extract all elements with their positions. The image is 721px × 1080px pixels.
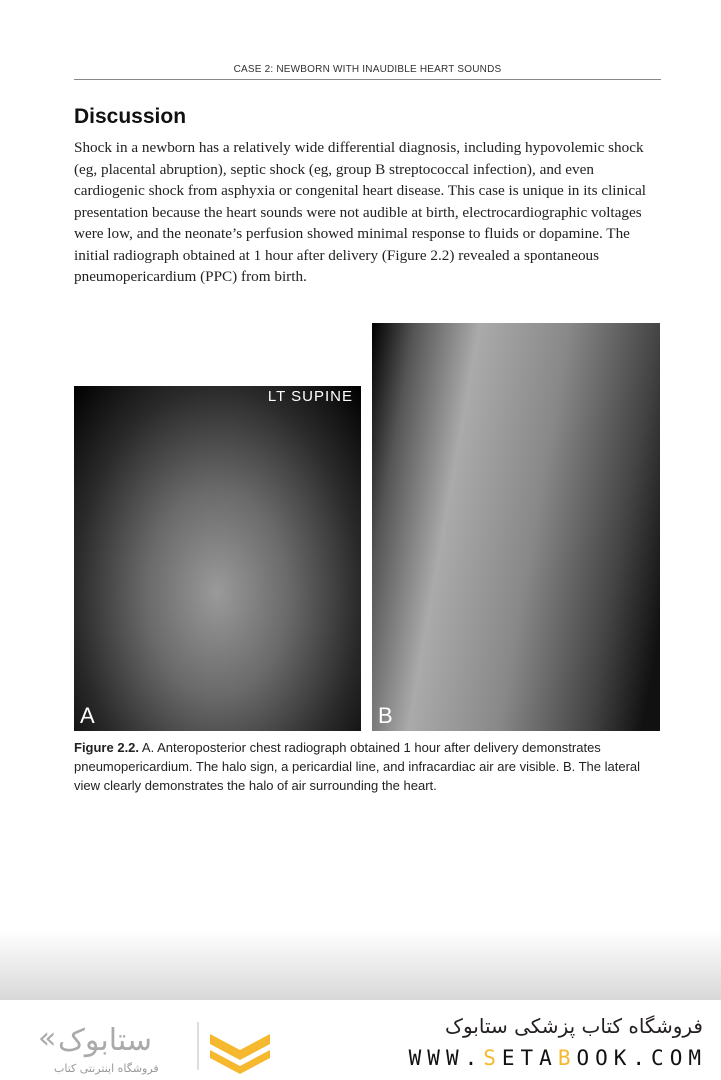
setabook-logo (38, 1014, 278, 1080)
store-url[interactable] (409, 1046, 707, 1070)
svg-text:«: « (38, 1021, 57, 1056)
header-rule (74, 79, 661, 80)
panel-label-b: B (378, 703, 393, 728)
body-paragraph: Shock in a newborn has a relatively wide differential diagnosis, including hypovolemic shock (eg, placental abruption), septic shock (eg, group B streptococcal infection), and even cardiogenic shock from asphyxia or congenital heart disease. This case is unique in its clinical presentation because the heart sounds were not audible at birth, electrocardiographic voltages were low, and the neonate’s perfusion showed minimal response to fluids or dopamine. The initial radiograph obtained at 1 hour after delivery (Figure 2.2) revealed a spontaneous pneumopericardium (PPC) from birth. (74, 139, 647, 285)
view-tag: LT SUPINE (267, 388, 353, 405)
panel-label-a: A (80, 703, 95, 728)
caption-label: Figure 2.2. (74, 740, 140, 755)
section-heading: Discussion (74, 105, 187, 128)
store-name: فروشگاه کتاب پزشکی ستابوک (445, 1014, 703, 1038)
url-part: ETA (501, 1046, 558, 1070)
running-header: CASE 2: NEWBORN WITH INAUDIBLE HEART SOUNDS (233, 64, 502, 75)
url-part: OOK.COM (576, 1046, 707, 1070)
caption-text: A. Anteroposterior chest radiograph obtained 1 hour after delivery demonstrates pneumopericardium. The halo sign, a pericardial line, and infracardiac air are visible. B. The lateral view clearly demonstrates the halo of air surrounding the heart. (74, 740, 641, 793)
radiograph-lateral (372, 323, 660, 731)
url-part: WWW. (408, 1046, 484, 1070)
radiograph-ap (74, 386, 361, 731)
figure-caption (74, 738, 664, 795)
svg-text:فروشگاه اینترنتی کتاب: فروشگاه اینترنتی کتاب (54, 1062, 159, 1075)
url-accent: B (557, 1046, 577, 1070)
footer-banner (0, 1000, 721, 1080)
url-accent: S (483, 1046, 502, 1070)
footer-shadow (0, 930, 721, 1000)
logo-text: ستابوک (58, 1023, 153, 1058)
